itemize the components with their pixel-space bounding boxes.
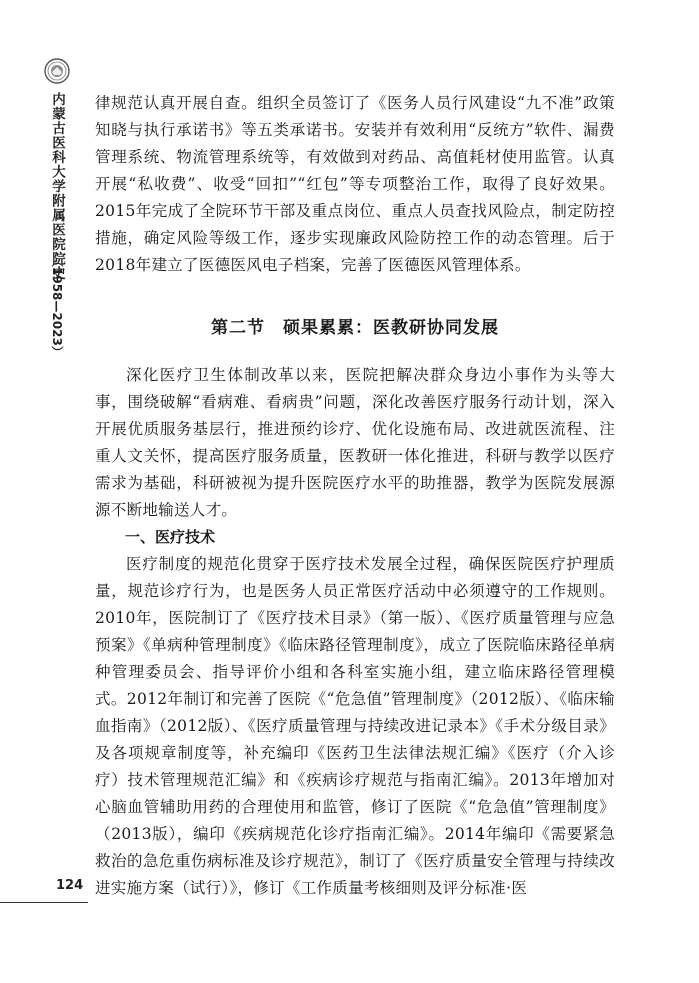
page-body [95,90,615,902]
page-number: 124 [56,878,84,893]
university-emblem-icon [44,58,70,84]
subsection-heading: 一、医疗技术 [125,528,216,546]
sidebar [0,0,90,983]
page-number-rule [0,902,88,903]
paragraph-intro: 深化医疗卫生体制改革以来，医院把解决群众身边小事作为头等大事，围绕破解“看病难、看病贵”问题，深化改善医疗服务行动计划，深入开展优质服务基层行，推进预约诊疗、优化设施布局、改进就医流程、注重人文关怀，提高医疗服务质量，医教研一体化推进，科研与教学以医疗需求为基础，科研被视为提升医院医疗水平的助推器，教学为医院发展源源不断地输送人才。 [95,366,615,519]
section-heading: 第二节 硕果累累：医教研协同发展 [211,318,499,338]
paragraph-continued: 律规范认真开展自查。组织全员签订了《医务人员行风建设“九不准”政策知晓与执行承诺书》等五类承诺书。安装并有效利用“反统方”软件、漏费管理系统、物流管理系统等，有效做到对药品、高值耗材使用监管。认真开展“私收费”、收受“回扣”“红包”等专项整治工作，取得了良好效果。2015年完成了全院环节干部及重点岗位、重点人员查找风险点，制定防控措施，确定风险等级工作，逐步实现廉政风险防控工作的动态管理。后于2018年建立了医德医风电子档案，完善了医德医风管理体系。 [95,94,615,274]
book-years: （1958—2023） [50,255,64,358]
book-title: 内蒙古医科大学附属医院院史 [49,92,65,281]
paragraph-medical-technology: 医疗制度的规范化贯穿于医疗技术发展全过程，确保医院医疗护理质量，规范诊疗行为，也是医务人员正常医疗活动中必须遵守的工作规则。2010年，医院制订了《医疗技术目录》（第一版）、《医疗质量管理与应急预案》《单病种管理制度》《临床路径管理制度》，成立了医院临床路径单病种管理委员会、指导评价小组和各科室实施小组，建立临床路径管理模式。2012年制订和完善了医院《“危急值”管理制度》（2012版）、《临床输血指南》（2012版）、《医疗质量管理与持续改进记录本》《手术分级目录》及各项规章制度等，补充编印《医药卫生法律法规汇编》《医疗（介入诊疗）技术管理规范汇编》和《疾病诊疗规范与指南汇编》。2013年增加对心脑血管辅助用药的合理使用和监管，修订了医院《“危急值”管理制度》（2013版），编印《疾病规范化诊疗指南汇编》。2014年编印《需要紧急救治的急危重伤病标准及诊疗规范》，制订了《医疗质量安全管理与持续改进实施方案（试行）》，修订《工作质量考核细则及评分标准·医 [95,555,615,897]
